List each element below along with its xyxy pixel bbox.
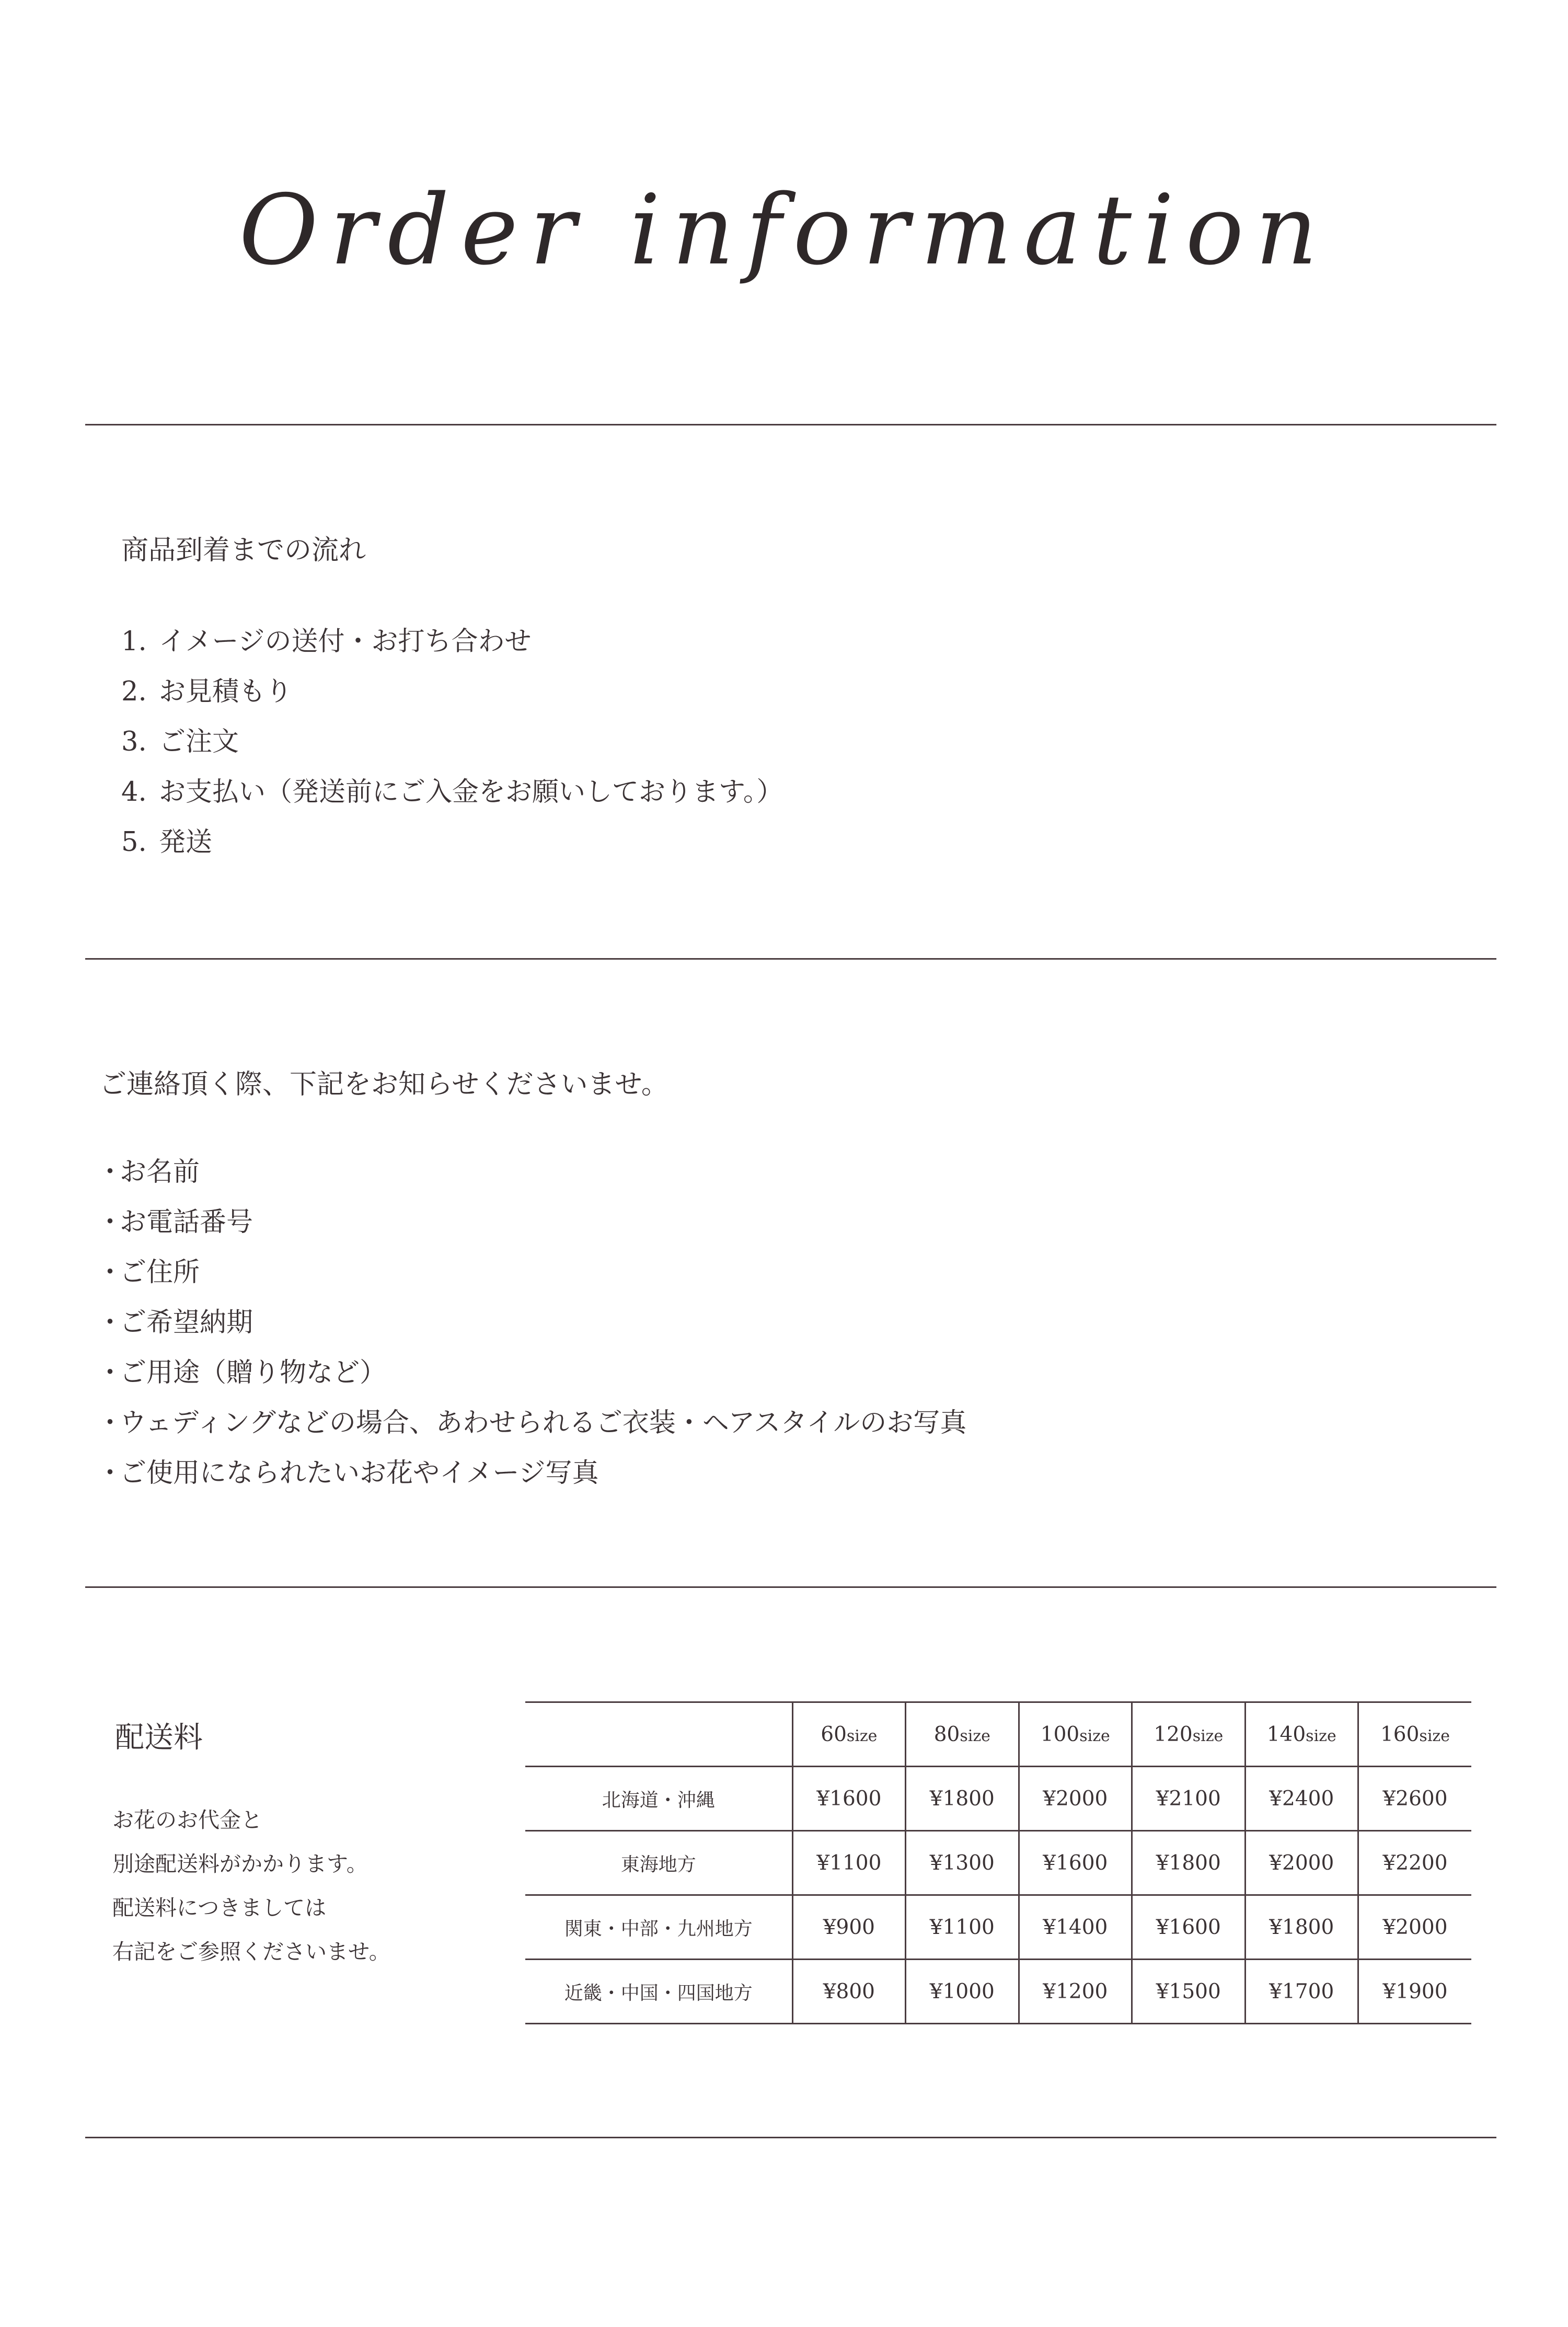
shipping-description-line: 別途配送料がかかります。 (112, 1851, 368, 1876)
price-cell: ¥1100 (906, 1895, 1019, 1960)
divider-middle (85, 958, 1496, 960)
price-cell: ¥800 (792, 1960, 905, 2024)
flow-heading: 商品到着までの流れ (121, 535, 366, 566)
contact-item: ・ウェディングなどの場合、あわせられるご衣装・ヘアスタイルのお写真 (97, 1398, 966, 1448)
price-cell: ¥2400 (1245, 1767, 1358, 1831)
divider-top (85, 424, 1496, 425)
size-header: 100size (1019, 1702, 1132, 1767)
divider-bottom (85, 2137, 1496, 2138)
table-row (525, 1895, 1471, 1960)
shipping-description-line: お花のお代金と (112, 1807, 262, 1833)
bullet-icon: ・ (97, 1408, 124, 1438)
table-header-row (525, 1702, 1471, 1767)
price-cell: ¥1800 (1132, 1831, 1245, 1895)
size-header: 60size (792, 1702, 905, 1767)
shipping-description-line: 配送料につきましては (112, 1895, 327, 1920)
flow-step: 2. お見積もり (121, 676, 293, 707)
divider-lower (85, 1586, 1496, 1588)
price-cell: ¥2000 (1019, 1767, 1132, 1831)
price-cell: ¥1200 (1019, 1960, 1132, 2024)
price-cell: ¥1600 (1132, 1895, 1245, 1960)
price-cell: ¥1800 (906, 1767, 1019, 1831)
price-cell: ¥2000 (1245, 1831, 1358, 1895)
bullet-icon: ・ (97, 1257, 124, 1288)
contact-items-list (97, 1147, 966, 1499)
table-row (525, 1960, 1471, 2024)
bullet-icon: ・ (97, 1458, 124, 1489)
price-cell: ¥1600 (792, 1767, 905, 1831)
price-cell: ¥2200 (1358, 1831, 1471, 1895)
flow-step: 4. お支払い（発送前にご入金をお願いしております。） (121, 777, 783, 808)
bullet-icon: ・ (97, 1157, 124, 1188)
table-row (525, 1831, 1471, 1895)
contact-heading: ご連絡頂く際、下記をお知らせくださいませ。 (99, 1069, 668, 1100)
contact-item: ・お電話番号 (97, 1197, 966, 1248)
price-cell: ¥1900 (1358, 1960, 1471, 2024)
table-row (525, 1767, 1471, 1831)
contact-item: ・お名前 (97, 1147, 966, 1197)
contact-item: ・ご用途（贈り物など） (97, 1348, 966, 1398)
page-title: Order information (239, 174, 1329, 286)
region-cell: 北海道・沖縄 (525, 1767, 792, 1831)
bullet-icon: ・ (97, 1307, 124, 1338)
size-header: 80size (906, 1702, 1019, 1767)
price-cell: ¥1600 (1019, 1831, 1132, 1895)
price-cell: ¥1500 (1132, 1960, 1245, 2024)
region-cell: 近畿・中国・四国地方 (525, 1960, 792, 2024)
flow-step: 1. イメージの送付・お打ち合わせ (121, 626, 532, 657)
region-cell: 東海地方 (525, 1831, 792, 1895)
price-cell: ¥900 (792, 1895, 905, 1960)
flow-step: 3. ご注文 (121, 727, 239, 757)
shipping-description (112, 1798, 520, 1974)
contact-item: ・ご使用になられたいお花やイメージ写真 (97, 1448, 966, 1499)
contact-item: ・ご希望納期 (97, 1298, 966, 1348)
flow-steps-list (121, 617, 783, 868)
contact-item: ・ご住所 (97, 1248, 966, 1298)
price-cell: ¥2600 (1358, 1767, 1471, 1831)
shipping-rate-table (525, 1701, 1471, 2024)
bullet-icon: ・ (97, 1207, 124, 1238)
price-cell: ¥1800 (1245, 1895, 1358, 1960)
size-header: 160size (1358, 1702, 1471, 1767)
price-cell: ¥1000 (906, 1960, 1019, 2024)
flow-step: 5. 発送 (121, 827, 213, 858)
price-cell: ¥1300 (906, 1831, 1019, 1895)
price-cell: ¥1400 (1019, 1895, 1132, 1960)
shipping-description-line: 右記をご参照くださいませ。 (112, 1939, 390, 1964)
price-cell: ¥1700 (1245, 1960, 1358, 2024)
price-cell: ¥2000 (1358, 1895, 1471, 1960)
region-cell: 関東・中部・九州地方 (525, 1895, 792, 1960)
size-header: 140size (1245, 1702, 1358, 1767)
price-cell: ¥1100 (792, 1831, 905, 1895)
bullet-icon: ・ (97, 1357, 124, 1388)
shipping-heading: 配送料 (115, 1721, 203, 1755)
table-corner-cell (525, 1702, 792, 1767)
price-cell: ¥2100 (1132, 1767, 1245, 1831)
size-header: 120size (1132, 1702, 1245, 1767)
